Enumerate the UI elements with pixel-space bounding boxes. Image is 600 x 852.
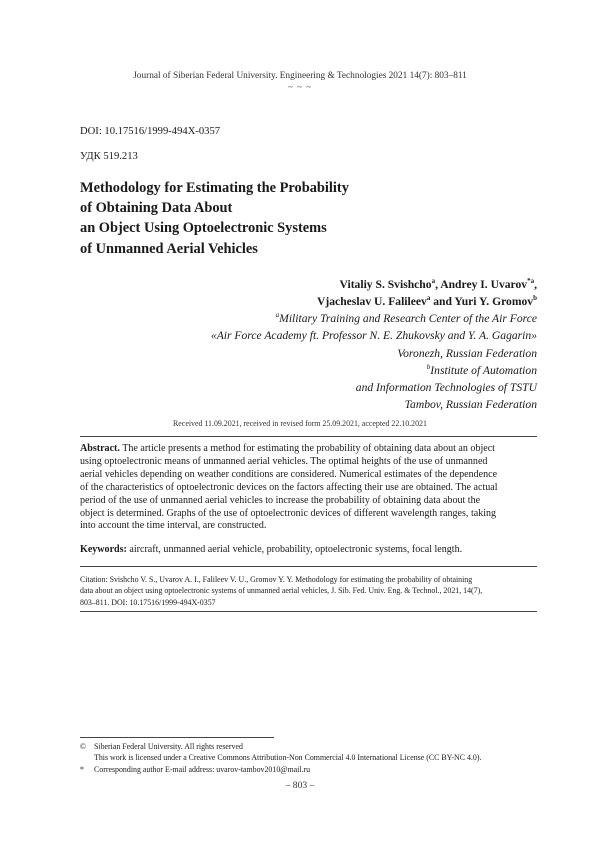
keywords-text: aircraft, unmanned aerial vehicle, probability, optoelectronic systems, focal length.	[126, 544, 463, 555]
footnote-license	[80, 752, 550, 763]
abstract-line: using optoelectronic means of unmanned aerial vehicles. The optimal heights of the use of unmanned	[80, 455, 488, 467]
received-dates: Received 11.09.2021, received in revised form 25.09.2021, accepted 22.10.2021	[173, 419, 427, 428]
abstract-label: Abstract.	[80, 443, 120, 454]
abstract-text: The article presents a method for estimating the probability of obtaining data about an object	[119, 443, 495, 454]
title-line: an Object Using Optoelectronic Systems	[80, 220, 327, 237]
paper-title	[80, 178, 500, 259]
footnote-divider	[80, 737, 274, 738]
author-line	[317, 293, 537, 310]
keywords-label: Keywords:	[80, 544, 127, 555]
author-name: Yuri Y. Gromov	[454, 295, 534, 308]
author-name: Vitaliy S. Svishcho	[339, 278, 432, 291]
affil-mark: b	[426, 363, 431, 372]
footnotes	[80, 741, 550, 775]
title-line: Methodology for Estimating the Probability	[80, 180, 349, 196]
citation	[80, 574, 537, 608]
author-conjunction: and	[430, 295, 455, 308]
corresponding-email: Corresponding author E-mail address: uvarov-tambov2010@mail.ru	[94, 764, 311, 774]
author-affil-mark: b	[533, 294, 537, 303]
divider	[80, 566, 537, 567]
affiliation-line: and Information Technologies of TSTU	[355, 381, 537, 395]
author-affil-mark: *a	[527, 277, 535, 286]
copyright-text: Siberian Federal University. All rights reserved	[94, 742, 243, 751]
affiliation-line: Voronezh, Russian Federation	[397, 346, 537, 360]
title-line: of Unmanned Aerial Vehicles	[80, 240, 258, 257]
abstract-line: of the characteristics of optoelectronic devices on the factors affecting their use are obtained. The actual	[80, 481, 498, 493]
affiliation-line: «Air Force Academy ft. Professor N. E. Zhukovsky and Y. A. Gagarin»	[210, 329, 537, 343]
author-line	[317, 276, 537, 293]
citation-line: Citation: Svishcho V. S., Uvarov A. I., Falileev V. U., Gromov Y. Y. Methodology for estimating the probability of obtaining	[80, 575, 473, 584]
affiliation-line: Tambov, Russian Federation	[404, 398, 537, 412]
abstract-line: object is determined. Graphs of the use of optoelectronic devices of different wavelength ranges, taking	[80, 507, 497, 519]
keywords	[80, 544, 537, 557]
affiliations	[211, 310, 537, 414]
abstract-line: into account the time interval, are constructed.	[80, 520, 267, 532]
copyright-mark: ©	[80, 742, 86, 751]
author-affil-mark: a	[426, 294, 431, 303]
license-text: This work is licensed under a Creative Commons Attribution-Non Commercial 4.0 International License (CC BY-NC 4.0).	[94, 753, 482, 763]
affiliation-line	[211, 310, 537, 327]
abstract-line: period of the use of unmanned aerial vehicles to increase the probability of obtaining data about the	[80, 494, 481, 506]
affil-mark: a	[275, 311, 280, 320]
journal-header: Journal of Siberian Federal University. Engineering & Technologies 2021 14(7): 803–811	[133, 71, 467, 81]
footnote-copyright	[80, 741, 550, 752]
abstract-line: aerial vehicles depending on weather conditions are considered. Numerical estimates of the dependence	[80, 468, 498, 480]
abstract	[80, 443, 537, 533]
page-number: – 803 –	[285, 780, 315, 791]
author-separator: ,	[534, 278, 537, 291]
affiliation-line	[211, 362, 537, 379]
author-list	[317, 276, 537, 310]
affiliation-text: Military Training and Research Center of the Air Force	[279, 312, 537, 325]
citation-line: data about an object using optoelectronic systems of unmanned aerial vehicles, J. Sib. Fed. Univ. Eng. & Technol., 2021, 14(7),	[80, 586, 483, 596]
affiliation-text: Institute of Automation	[430, 363, 537, 377]
title-line: of Obtaining Data About	[80, 200, 233, 217]
author-name: Vjacheslav U. Falileev	[317, 295, 427, 308]
doi: DOI: 10.17516/1999-494X-0357	[80, 126, 221, 137]
footnote-corresponding	[80, 764, 550, 775]
divider	[80, 436, 537, 437]
udk-code: УДК 519.213	[80, 151, 138, 162]
citation-line: 803–811. DOI: 10.17516/1999-494X-0357	[80, 597, 216, 607]
author-name: Andrey I. Uvarov	[440, 278, 528, 291]
divider	[80, 611, 537, 612]
asterisk-mark: *	[80, 764, 84, 774]
header-ornament: ~ ~ ~	[287, 82, 313, 92]
author-separator: ,	[435, 278, 441, 291]
abstract-line	[80, 443, 537, 456]
author-affil-mark: a	[431, 277, 436, 286]
